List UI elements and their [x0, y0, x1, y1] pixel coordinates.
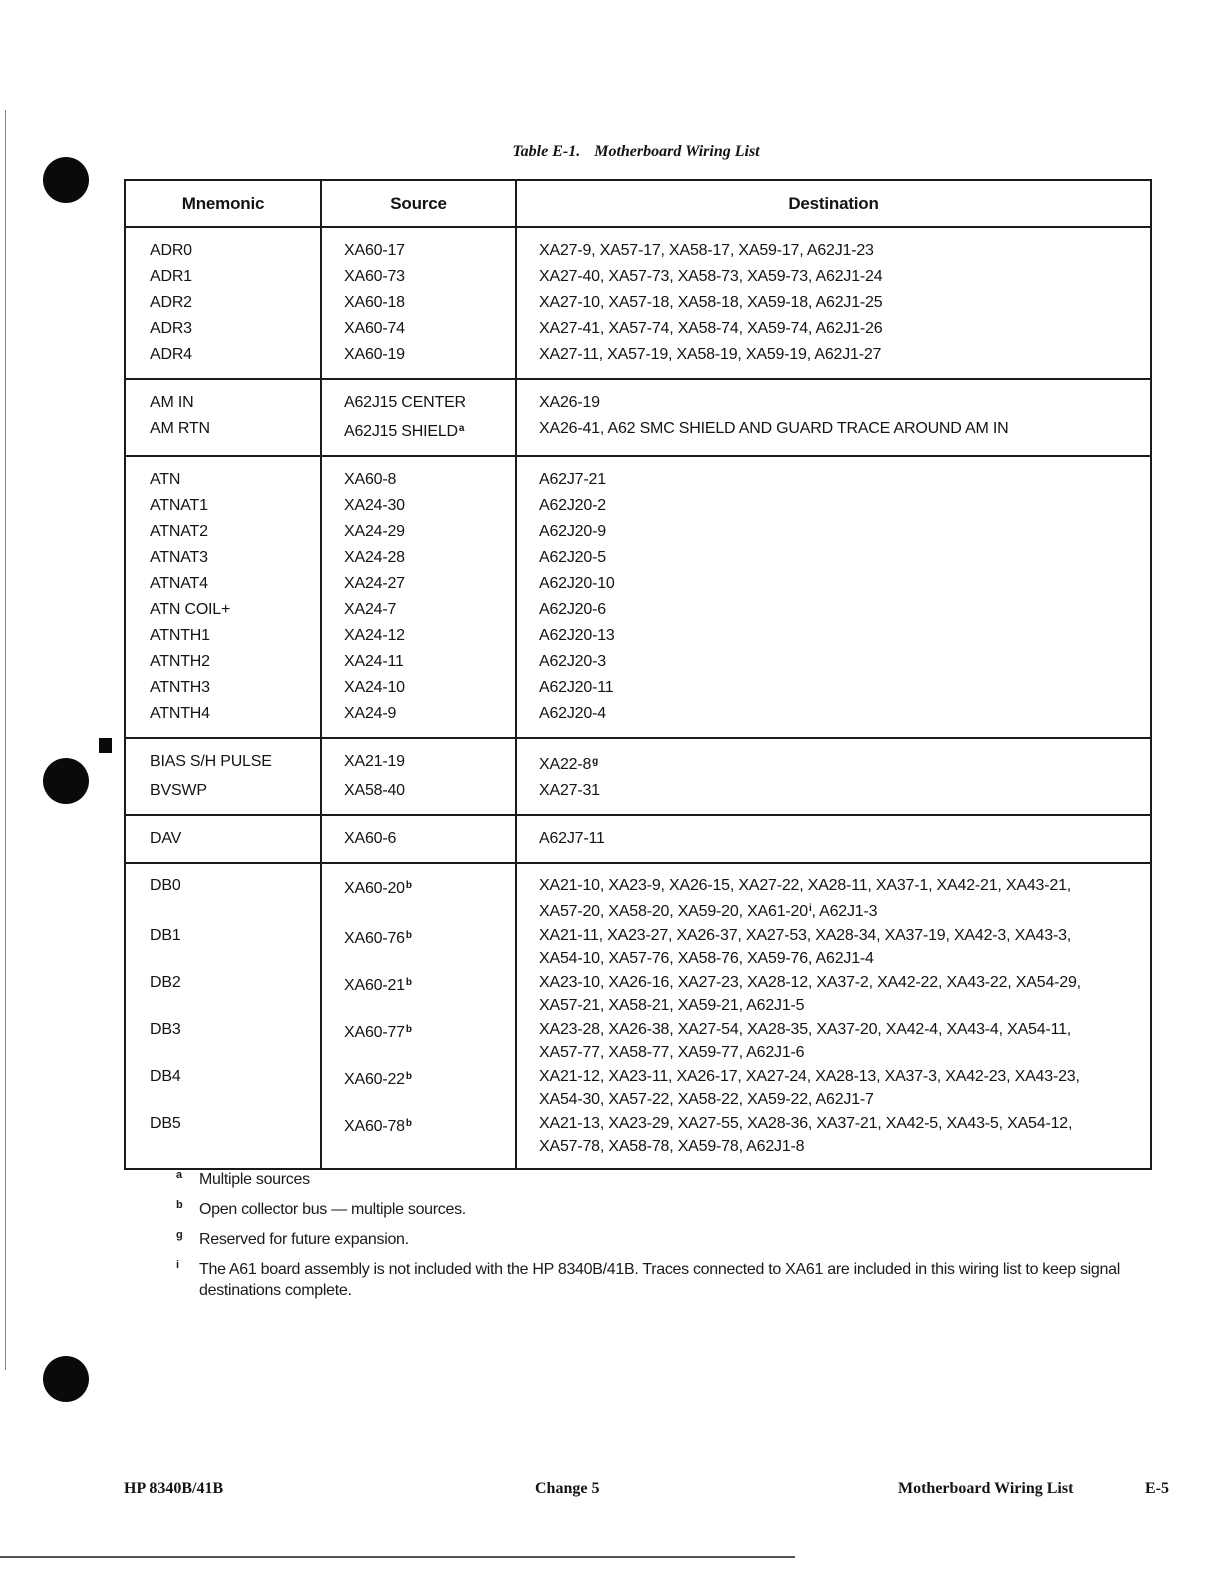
- source-cell: [321, 1018, 516, 1065]
- mnemonic-cell: ADR1: [125, 264, 321, 290]
- destination-tail: , A62J1-3: [811, 903, 878, 920]
- footer-page-number: E-5: [1145, 1480, 1169, 1497]
- footnote-mark: g: [176, 1229, 183, 1241]
- destination-text: XA57-20, XA58-20, XA59-20, XA61-20: [539, 903, 808, 920]
- group-dav: [125, 815, 1151, 863]
- mnemonic-cell: DB2: [125, 971, 321, 1018]
- source-cell: XA24-10: [321, 675, 516, 701]
- source-text: XA60-22: [344, 1071, 405, 1088]
- destination-cell: [516, 971, 1151, 1018]
- group-address: [125, 227, 1151, 379]
- destination-cell: XA27-11, XA57-19, XA58-19, XA59-19, A62J1-27: [516, 342, 1151, 379]
- destination-cell: A62J20-9: [516, 519, 1151, 545]
- table-row: [125, 571, 1151, 597]
- destination-cell: XA26-41, A62 SMC SHIELD AND GUARD TRACE AROUND AM IN: [516, 416, 1151, 456]
- mnemonic-cell: ADR4: [125, 342, 321, 379]
- footnote-mark: i: [176, 1259, 179, 1271]
- destination-cell: A62J20-6: [516, 597, 1151, 623]
- footer-model: HP 8340B/41B: [124, 1480, 224, 1497]
- change-bar-marker: [99, 738, 112, 753]
- destination-line-2: XA57-21, XA58-21, XA59-21, A62J1-5: [539, 997, 805, 1014]
- source-cell: XA24-27: [321, 571, 516, 597]
- source-cell: XA24-28: [321, 545, 516, 571]
- binder-hole-top: [43, 157, 89, 203]
- source-cell: [321, 863, 516, 924]
- footnote-ref: b: [405, 880, 412, 891]
- source-text: XA60-78: [344, 1118, 405, 1135]
- destination-cell: XA27-40, XA57-73, XA58-73, XA59-73, A62J1-24: [516, 264, 1151, 290]
- mnemonic-cell: ATNTH3: [125, 675, 321, 701]
- destination-cell: [516, 1112, 1151, 1169]
- source-cell: XA60-17: [321, 227, 516, 264]
- source-cell: [321, 416, 516, 456]
- destination-cell: XA27-10, XA57-18, XA58-18, XA59-18, A62J1-25: [516, 290, 1151, 316]
- footnote-ref: i: [808, 903, 812, 914]
- mnemonic-cell: ATN COIL+: [125, 597, 321, 623]
- destination-line-2: XA57-78, XA58-78, XA59-78, A62J1-8: [539, 1138, 805, 1155]
- source-cell: [321, 924, 516, 971]
- table-row: [125, 701, 1151, 738]
- mnemonic-cell: ATNAT4: [125, 571, 321, 597]
- destination-cell: [516, 924, 1151, 971]
- footnote: [176, 1229, 1126, 1250]
- mnemonic-cell: ADR3: [125, 316, 321, 342]
- table-number: Table E-1.: [512, 143, 581, 160]
- mnemonic-cell: ATNAT2: [125, 519, 321, 545]
- destination-line-2: [539, 897, 1128, 923]
- source-cell: XA24-7: [321, 597, 516, 623]
- footnote: [176, 1259, 1126, 1301]
- destination-cell: A62J20-2: [516, 493, 1151, 519]
- mnemonic-cell: ADR2: [125, 290, 321, 316]
- source-cell: XA24-9: [321, 701, 516, 738]
- footnote-mark: a: [176, 1169, 182, 1181]
- footnote-ref: g: [592, 756, 599, 767]
- source-cell: XA60-18: [321, 290, 516, 316]
- source-cell: XA24-29: [321, 519, 516, 545]
- table-row: [125, 863, 1151, 924]
- source-cell: XA60-73: [321, 264, 516, 290]
- mnemonic-cell: BIAS S/H PULSE: [125, 738, 321, 778]
- destination-line-1: XA21-10, XA23-9, XA26-15, XA27-22, XA28-11, XA37-1, XA42-21, XA43-21,: [539, 877, 1072, 894]
- footer-change: Change 5: [535, 1480, 600, 1497]
- table-row: [125, 342, 1151, 379]
- destination-cell: A62J7-21: [516, 456, 1151, 493]
- header-row: [125, 180, 1151, 227]
- table-row: [125, 227, 1151, 264]
- table-row: [125, 924, 1151, 971]
- mnemonic-cell: ATNTH2: [125, 649, 321, 675]
- left-margin-rule: [5, 110, 6, 1370]
- footnote: [176, 1169, 1126, 1190]
- source-cell: [321, 971, 516, 1018]
- destination-line-1: XA21-11, XA23-27, XA26-37, XA27-53, XA28-34, XA37-19, XA42-3, XA43-3,: [539, 927, 1072, 944]
- footnote-text: Reserved for future expansion.: [199, 1231, 409, 1248]
- mnemonic-cell: ATNTH4: [125, 701, 321, 738]
- binder-hole-middle: [43, 758, 89, 804]
- destination-line-1: XA23-10, XA26-16, XA27-23, XA28-12, XA37-2, XA42-22, XA43-22, XA54-29,: [539, 974, 1081, 991]
- mnemonic-cell: ATN: [125, 456, 321, 493]
- footnote-ref: b: [405, 977, 412, 988]
- destination-cell: XA27-9, XA57-17, XA58-17, XA59-17, A62J1-23: [516, 227, 1151, 264]
- table-row: [125, 416, 1151, 456]
- source-cell: A62J15 CENTER: [321, 379, 516, 416]
- source-text: A62J15 SHIELD: [344, 423, 458, 440]
- destination-line-2: XA54-10, XA57-76, XA58-76, XA59-76, A62J1-4: [539, 950, 874, 967]
- header-destination: Destination: [516, 180, 1151, 227]
- source-cell: XA60-74: [321, 316, 516, 342]
- footnote-ref: b: [405, 1071, 412, 1082]
- table-row: [125, 675, 1151, 701]
- destination-cell: [516, 738, 1151, 778]
- destination-cell: A62J20-11: [516, 675, 1151, 701]
- footer-section-title: Motherboard Wiring List: [898, 1480, 1074, 1497]
- table-row: [125, 1112, 1151, 1169]
- footnote-text: Multiple sources: [199, 1171, 310, 1188]
- mnemonic-cell: AM IN: [125, 379, 321, 416]
- mnemonic-cell: ATNAT1: [125, 493, 321, 519]
- footnote-ref: b: [405, 930, 412, 941]
- source-text: XA60-77: [344, 1024, 405, 1041]
- destination-line-1: XA23-28, XA26-38, XA27-54, XA28-35, XA37-20, XA42-4, XA43-4, XA54-11,: [539, 1021, 1072, 1038]
- destination-cell: A62J20-3: [516, 649, 1151, 675]
- mnemonic-cell: DB1: [125, 924, 321, 971]
- table-row: [125, 738, 1151, 778]
- table-row: [125, 649, 1151, 675]
- destination-line-2: XA57-77, XA58-77, XA59-77, A62J1-6: [539, 1044, 805, 1061]
- mnemonic-cell: BVSWP: [125, 778, 321, 815]
- header-source: Source: [321, 180, 516, 227]
- binder-hole-bottom: [43, 1356, 89, 1402]
- mnemonic-cell: AM RTN: [125, 416, 321, 456]
- source-cell: XA21-19: [321, 738, 516, 778]
- source-cell: XA60-6: [321, 815, 516, 863]
- destination-line-2: XA54-30, XA57-22, XA58-22, XA59-22, A62J1-7: [539, 1091, 874, 1108]
- table-row: [125, 545, 1151, 571]
- table-row: [125, 290, 1151, 316]
- destination-cell: A62J20-4: [516, 701, 1151, 738]
- footnotes: [176, 1169, 1126, 1310]
- table-row: [125, 456, 1151, 493]
- source-cell: XA24-11: [321, 649, 516, 675]
- footnote: [176, 1199, 1126, 1220]
- group-attenuator: [125, 456, 1151, 738]
- source-cell: XA58-40: [321, 778, 516, 815]
- table-row: [125, 493, 1151, 519]
- table-row: [125, 519, 1151, 545]
- destination-cell: [516, 1018, 1151, 1065]
- source-text: XA60-76: [344, 930, 405, 947]
- destination-line-1: XA21-12, XA23-11, XA26-17, XA27-24, XA28-13, XA37-3, XA42-23, XA43-23,: [539, 1068, 1080, 1085]
- destination-cell: A62J20-10: [516, 571, 1151, 597]
- footnote-text: Open collector bus — multiple sources.: [199, 1201, 466, 1218]
- mnemonic-cell: ADR0: [125, 227, 321, 264]
- footnote-ref: b: [405, 1118, 412, 1129]
- table-row: [125, 623, 1151, 649]
- footnote-ref: b: [405, 1024, 412, 1035]
- group-data-bus: [125, 863, 1151, 1169]
- group-bias: [125, 738, 1151, 815]
- source-cell: XA60-8: [321, 456, 516, 493]
- mnemonic-cell: ATNAT3: [125, 545, 321, 571]
- source-cell: XA24-30: [321, 493, 516, 519]
- header-mnemonic: Mnemonic: [125, 180, 321, 227]
- table-row: [125, 316, 1151, 342]
- footnote-ref: a: [458, 423, 465, 434]
- footnote-mark: b: [176, 1199, 183, 1211]
- table-row: [125, 264, 1151, 290]
- table-row: [125, 597, 1151, 623]
- destination-cell: [516, 1065, 1151, 1112]
- source-cell: XA60-19: [321, 342, 516, 379]
- mnemonic-cell: DB5: [125, 1112, 321, 1169]
- mnemonic-cell: DAV: [125, 815, 321, 863]
- destination-cell: XA27-41, XA57-74, XA58-74, XA59-74, A62J1-26: [516, 316, 1151, 342]
- destination-cell: A62J20-13: [516, 623, 1151, 649]
- mnemonic-cell: ATNTH1: [125, 623, 321, 649]
- source-text: XA60-20: [344, 880, 405, 897]
- wiring-table: [124, 179, 1152, 1170]
- source-cell: [321, 1112, 516, 1169]
- table-row: [125, 815, 1151, 863]
- destination-cell: A62J7-11: [516, 815, 1151, 863]
- mnemonic-cell: DB3: [125, 1018, 321, 1065]
- mnemonic-cell: DB0: [125, 863, 321, 924]
- source-cell: XA24-12: [321, 623, 516, 649]
- table-row: [125, 1065, 1151, 1112]
- mnemonic-cell: DB4: [125, 1065, 321, 1112]
- destination-cell: XA27-31: [516, 778, 1151, 815]
- table-caption: Motherboard Wiring List: [594, 143, 760, 160]
- bottom-rule: [0, 1556, 795, 1558]
- source-cell: [321, 1065, 516, 1112]
- destination-cell: [516, 863, 1151, 924]
- table-row: [125, 971, 1151, 1018]
- destination-line-1: XA21-13, XA23-29, XA27-55, XA28-36, XA37-21, XA42-5, XA43-5, XA54-12,: [539, 1115, 1073, 1132]
- source-text: XA60-21: [344, 977, 405, 994]
- table-row: [125, 379, 1151, 416]
- table-title: [125, 143, 1147, 161]
- table-row: [125, 778, 1151, 815]
- group-am: [125, 379, 1151, 456]
- destination-text: XA22-8: [539, 756, 592, 773]
- table-row: [125, 1018, 1151, 1065]
- destination-cell: A62J20-5: [516, 545, 1151, 571]
- footnote-text: The A61 board assembly is not included with the HP 8340B/41B. Traces connected to XA61 are included in this wiring list to keep signal destinations complete.: [199, 1261, 1120, 1299]
- destination-cell: XA26-19: [516, 379, 1151, 416]
